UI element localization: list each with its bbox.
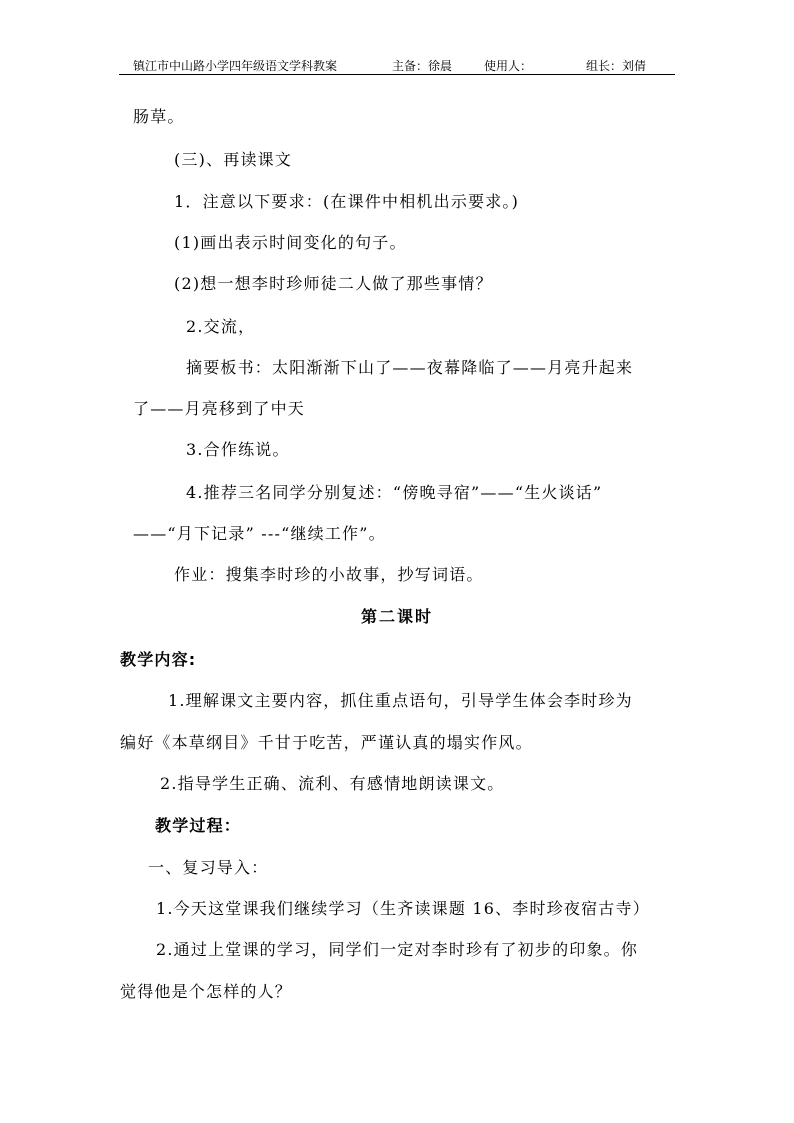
text-line: 肠草。 (133, 107, 185, 126)
process-line: 2.通过上堂课的学习，同学们一定对李时珍有了初步的印象。你 (156, 940, 639, 959)
content-heading: 教学内容: (120, 650, 197, 669)
text-line: 3.合作练说。 (186, 440, 290, 459)
header-school-plan: 镇江市中山路小学四年级语文学科教案 (133, 59, 338, 73)
section-title: 第二课时 (360, 607, 433, 626)
content-line: 编好《本草纲目》千甘于吃苦，严谨认真的塌实作风。 (120, 733, 533, 752)
text-line: (2)想一想李时珍师徒二人做了那些事情？ (174, 274, 493, 293)
text-line: 作业：搜集李时珍的小故事，抄写词语。 (174, 565, 484, 584)
text-line: 了——月亮移到了中天 (133, 399, 306, 418)
content-line: 1.理解课文主要内容，抓住重点语句，引导学生体会李时珍为 (168, 691, 633, 710)
text-line: 摘要板书：太阳渐渐下山了——夜幕降临了——月亮升起来 (186, 358, 634, 377)
text-line: (三)、再读课文 (174, 150, 293, 169)
text-line: 4.推荐三名同学分别复述：“傍晚寻宿”——“生火谈话” (186, 483, 603, 502)
text-line: ——“月下记录” ---“继续工作”。 (133, 524, 386, 543)
page-header (119, 57, 675, 75)
header-divider (119, 74, 675, 75)
content-line: 2.指导学生正确、流利、有感情地朗读课文。 (160, 774, 505, 793)
header-preparer: 主备：徐晨 (392, 59, 453, 73)
text-line: 1．注意以下要求：(在课件中相机出示要求。) (174, 192, 520, 211)
process-line: 一、复习导入： (148, 858, 269, 877)
header-leader: 组长：刘倩 (586, 59, 647, 73)
process-heading: 教学过程： (155, 816, 242, 835)
header-user: 使用人： (484, 59, 533, 73)
text-line: 2.交流， (186, 317, 256, 336)
process-line: 觉得他是个怎样的人？ (120, 982, 293, 1001)
text-line: (1)画出表示时间变化的句子。 (174, 233, 407, 252)
process-line: 1.今天这堂课我们继续学习（生齐读课题 16、李时珍夜宿古寺） (156, 899, 650, 918)
